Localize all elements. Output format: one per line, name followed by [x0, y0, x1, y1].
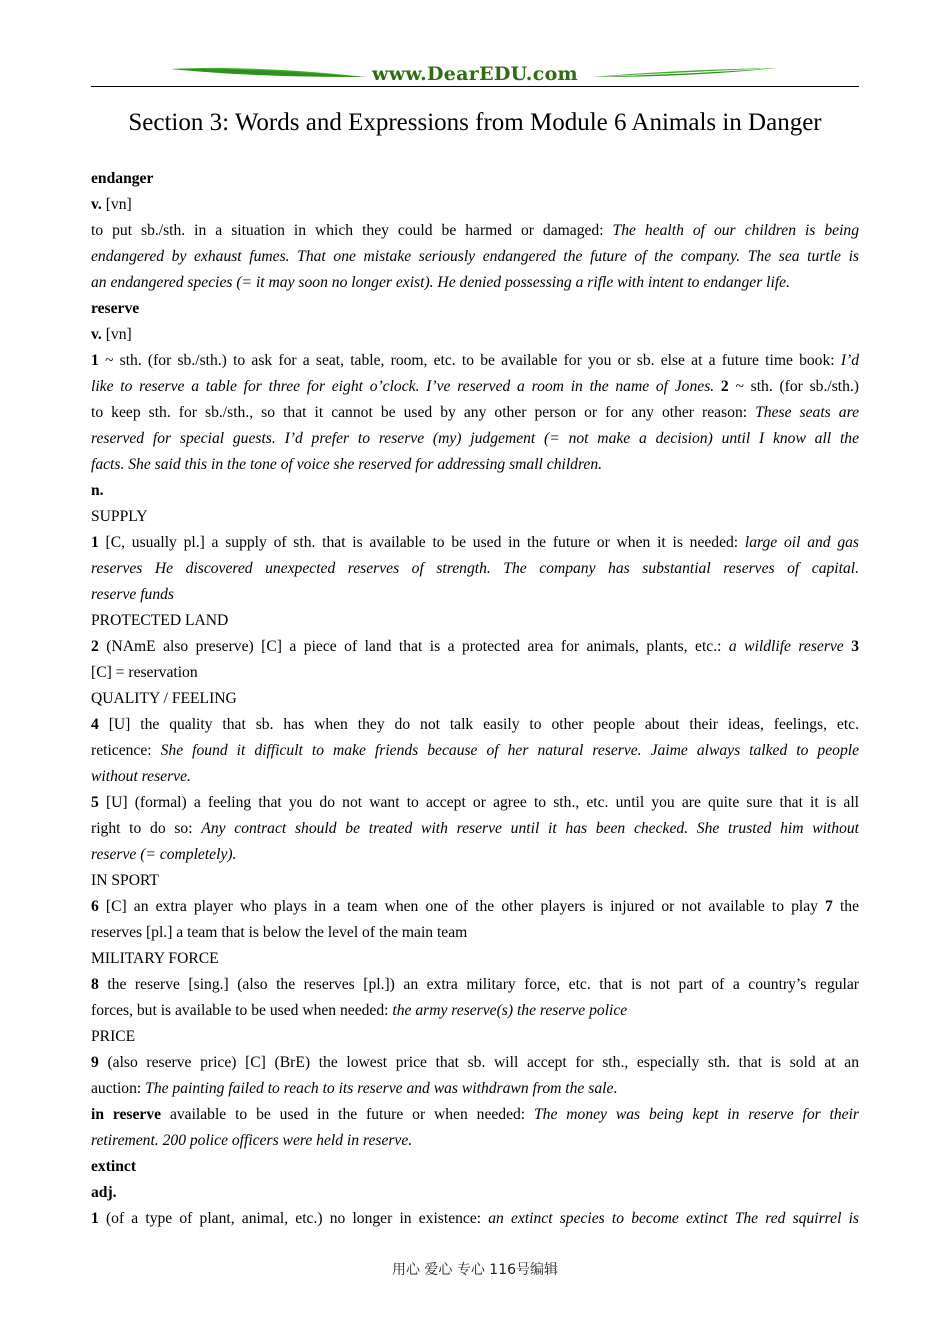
text-line [91, 660, 859, 686]
text-line [91, 1076, 859, 1102]
example-text: These seats are [755, 404, 859, 421]
bold-text: 1 [91, 1210, 99, 1227]
bold-text: 1 [91, 352, 99, 369]
text-line [91, 868, 859, 894]
example-text: I’d [840, 352, 859, 369]
definition-text: right to do so: [91, 820, 202, 837]
definition-text: . [613, 1080, 618, 1097]
text-line [91, 452, 859, 478]
definition-text: auction: [91, 1080, 146, 1097]
text-line [91, 556, 859, 582]
definition-text: [U] the quality that sb. has when they do not talk easily to other people about their ideas, feelings, etc. [98, 716, 859, 733]
definition-text: MILITARY FORCE [91, 950, 219, 967]
definition-text: [C] = reservation [91, 664, 198, 681]
definition-text: [vn] [101, 196, 132, 213]
example-text: reserves He discovered unexpected reserves of strength. The company has substantial reserves of capital. [91, 560, 859, 577]
document-body [91, 166, 859, 1232]
bold-text: 8 [91, 976, 99, 993]
definition-text: to keep sth. for sb./sth., so that it cannot be used by any other person or for any other reason: [91, 404, 756, 421]
text-line [91, 166, 859, 192]
text-line [91, 374, 859, 400]
definition-text: [vn] [101, 326, 132, 343]
text-line [91, 686, 859, 712]
example-text: retirement. 200 police officers were held in reserve. [91, 1132, 413, 1149]
page-title: Section 3: Words and Expressions from Module 6 Animals in Danger [128, 109, 822, 136]
text-line [91, 400, 859, 426]
text-line [91, 582, 859, 608]
example-text: reserve (= completely). [91, 846, 237, 863]
text-line [91, 1050, 859, 1076]
definition-text: forces, but is available to be used when needed: [91, 1002, 393, 1019]
example-text: The money was being kept in reserve for their [534, 1106, 859, 1123]
text-line [91, 348, 859, 374]
text-line [91, 1128, 859, 1154]
definition-text: (of a type of plant, animal, etc.) no longer in existence: [98, 1210, 489, 1227]
example-text: an extinct species to become extinct The red squirrel is [488, 1210, 859, 1227]
definition-text: PRICE [91, 1028, 136, 1045]
definition-text: to put sb./sth. in a situation in which they could be harmed or damaged: [91, 222, 613, 239]
site-logo-text: www.DearEDU.com [372, 63, 578, 85]
definition-text: IN SPORT [91, 872, 159, 889]
bold-text: 6 [91, 898, 99, 915]
bold-text: 9 [91, 1054, 99, 1071]
definition-text: (NAmE also preserve) [C] a piece of land that is a protected area for animals, plants, etc.: [98, 638, 729, 655]
bold-text: reserve [91, 300, 140, 317]
bold-text: 2 [720, 378, 729, 395]
page-footer: 用心 爱心 专心 116号编辑 [391, 1262, 559, 1278]
text-line [91, 478, 859, 504]
definition-text: PROTECTED LAND [91, 612, 229, 629]
text-line [91, 608, 859, 634]
text-line [91, 1180, 859, 1206]
bold-text: 3 [851, 638, 859, 655]
header-rule [91, 86, 859, 87]
definition-text: [C] an extra player who plays in a team when one of the other players is injured or not available to play [98, 898, 826, 915]
example-text: a wildlife reserve [728, 638, 852, 655]
text-line [91, 504, 859, 530]
text-line [91, 738, 859, 764]
definition-text: (also reserve price) [C] (BrE) the lowest price that sb. will accept for sth., especially sth. that is sold at an [98, 1054, 859, 1071]
bold-text: n. [91, 482, 104, 499]
text-line [91, 218, 859, 244]
text-line [91, 998, 859, 1024]
text-line [91, 426, 859, 452]
text-line [91, 946, 859, 972]
example-text: She found it difficult to make friends because of her natural reserve. Jaime always talked to people [160, 742, 859, 759]
example-text: The health of our children is being [612, 222, 859, 239]
definition-text: available to be used in the future or when needed: [161, 1106, 534, 1123]
bold-text: 7 [825, 898, 833, 915]
page-header [91, 60, 859, 90]
definition-text: the reserve [sing.] (also the reserves [pl.]) an extra military force, etc. that is not part of a country’s regular [98, 976, 859, 993]
bold-text: v. [91, 326, 102, 343]
text-line [91, 712, 859, 738]
text-line [91, 972, 859, 998]
bold-text: 1 [91, 534, 99, 551]
bold-text: adj. [91, 1184, 117, 1201]
definition-text: reticence: [91, 742, 161, 759]
example-text: without reserve. [91, 768, 191, 785]
text-line [91, 1206, 859, 1232]
text-line [91, 842, 859, 868]
text-line [91, 530, 859, 556]
example-text: the army reserve(s) the reserve police [392, 1002, 628, 1019]
text-line [91, 790, 859, 816]
example-text: large oil and gas [744, 534, 859, 551]
text-line [91, 296, 859, 322]
definition-text: the [832, 898, 859, 915]
text-line [91, 816, 859, 842]
definition-text: QUALITY / FEELING [91, 690, 237, 707]
example-text: The painting failed to reach to its reserve and was withdrawn from the sale [145, 1080, 614, 1097]
definition-text: [C, usually pl.] a supply of sth. that is available to be used in the future or when it is needed: [98, 534, 745, 551]
text-line [91, 634, 859, 660]
text-line [91, 244, 859, 270]
bold-text: in reserve [91, 1106, 162, 1123]
definition-text: [U] (formal) a feeling that you do not want to accept or agree to sth., etc. until you are quite sure that it is all [98, 794, 859, 811]
bold-text: v. [91, 196, 102, 213]
example-text: reserve funds [91, 586, 175, 603]
text-line [91, 270, 859, 296]
text-line [91, 1102, 859, 1128]
example-text: facts. She said this in the tone of voice she reserved for addressing small children. [91, 456, 603, 473]
bold-text: endanger [91, 170, 154, 187]
text-line [91, 1154, 859, 1180]
bold-text: 2 [91, 638, 99, 655]
text-line [91, 894, 859, 920]
definition-text: reserves [pl.] a team that is below the level of the main team [91, 924, 468, 941]
text-line [91, 192, 859, 218]
example-text: endangered by exhaust fumes. That one mistake seriously endangered the future of the company. The sea turtle is [91, 248, 859, 265]
text-line [91, 322, 859, 348]
example-text: reserved for special guests. I’d prefer to reserve (my) judgement (= not make a decision) until I know all the [91, 430, 859, 447]
bold-text: 4 [91, 716, 99, 733]
definition-text: ~ sth. (for sb./sth.) to ask for a seat, table, room, etc. to be available for you or sb. else at a future time book: [98, 352, 841, 369]
bold-text: extinct [91, 1158, 137, 1175]
text-line [91, 764, 859, 790]
definition-text: SUPPLY [91, 508, 148, 525]
example-text: like to reserve a table for three for eight o’clock. I’ve reserved a room in the name of Jones. [91, 378, 721, 395]
text-line [91, 920, 859, 946]
text-line [91, 1024, 859, 1050]
bold-text: 5 [91, 794, 99, 811]
example-text: an endangered species (= it may soon no longer exist). He denied possessing a rifle with intent to endanger life. [91, 274, 790, 291]
example-text: Any contract should be treated with reserve until it has been checked. She trusted him without [201, 820, 859, 837]
definition-text: ~ sth. (for sb./sth.) [728, 378, 859, 395]
